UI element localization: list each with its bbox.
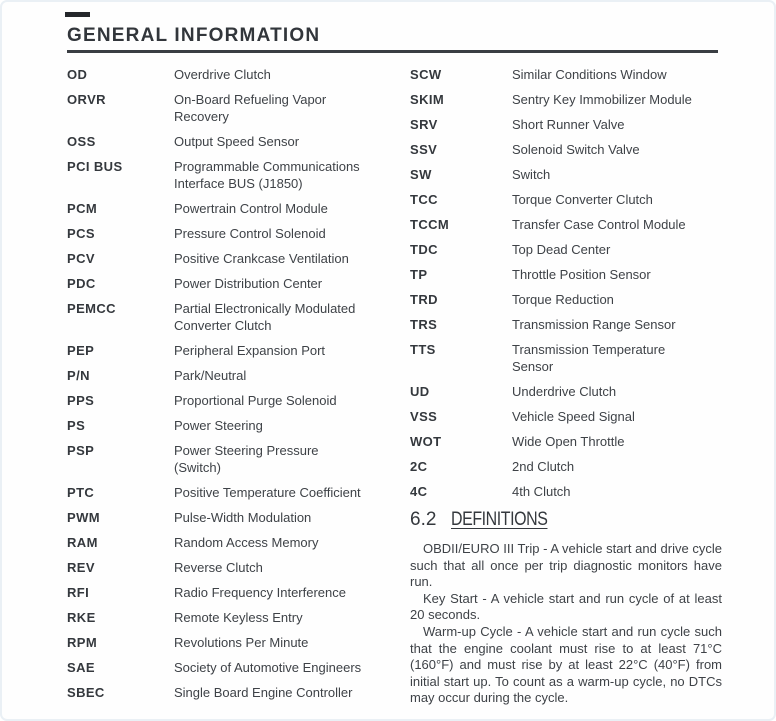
abbreviation-definition: Programmable Communications Interface BUS (J1850) bbox=[174, 159, 360, 191]
glossary-entry bbox=[410, 433, 722, 450]
abbreviation-definition: Peripheral Expansion Port bbox=[174, 343, 326, 358]
abbreviation-definition: Transmission Temperature Sensor bbox=[512, 342, 666, 374]
abbreviation-definition: Output Speed Sensor bbox=[174, 134, 300, 149]
glossary-entry bbox=[67, 300, 410, 334]
abbreviation-definition: Positive Crankcase Ventilation bbox=[174, 251, 349, 266]
abbreviation-definition: Park/Neutral bbox=[174, 368, 247, 383]
glossary-entry bbox=[410, 241, 722, 258]
definitions-section-heading bbox=[410, 509, 722, 530]
abbreviation-definition: Pulse-Width Modulation bbox=[174, 510, 312, 525]
abbreviation-term: PPS bbox=[67, 393, 95, 408]
abbreviation-term: OD bbox=[67, 67, 88, 82]
glossary-entry bbox=[67, 584, 410, 601]
abbreviation-definition: Switch bbox=[512, 167, 551, 182]
glossary-entry bbox=[67, 559, 410, 576]
glossary-entry bbox=[410, 483, 722, 500]
print-registration-mark bbox=[65, 12, 90, 17]
abbreviation-definition: Reverse Clutch bbox=[174, 560, 263, 575]
abbreviation-term: RPM bbox=[67, 635, 98, 650]
glossary-entry bbox=[67, 534, 410, 551]
abbreviation-definition: Power Distribution Center bbox=[174, 276, 323, 291]
abbreviation-term: TRS bbox=[410, 317, 438, 332]
abbreviation-definition: Solenoid Switch Valve bbox=[512, 142, 640, 157]
abbreviation-term: RAM bbox=[67, 535, 98, 550]
abbreviation-term: PCI BUS bbox=[67, 159, 123, 174]
abbreviation-term: RFI bbox=[67, 585, 90, 600]
glossary-column-right bbox=[410, 66, 722, 709]
abbreviation-definition: Transmission Range Sensor bbox=[512, 317, 676, 332]
glossary-entry bbox=[67, 684, 410, 701]
abbreviation-definition: Partial Electronically Modulated Converter Clutch bbox=[174, 301, 356, 333]
abbreviation-term: PEMCC bbox=[67, 301, 116, 316]
definition-paragraph-key-start: Key Start - A vehicle start and run cycle of at least 20 seconds. bbox=[410, 590, 722, 623]
definitions-paragraphs bbox=[410, 541, 722, 707]
glossary-entry bbox=[410, 458, 722, 475]
abbreviation-term: OSS bbox=[67, 134, 96, 149]
abbreviation-term: PTC bbox=[67, 485, 95, 500]
abbreviation-definition: Revolutions Per Minute bbox=[174, 635, 309, 650]
glossary-entry bbox=[67, 250, 410, 267]
definition-paragraph-obdii-trip: OBDII/EURO III Trip - A vehicle start and drive cycle such that all once per trip diagnostic monitors have run. bbox=[410, 541, 722, 590]
abbreviation-term: UD bbox=[410, 384, 430, 399]
glossary-entry bbox=[410, 341, 722, 375]
abbreviation-term: TRD bbox=[410, 292, 438, 307]
abbreviation-definition: Short Runner Valve bbox=[512, 117, 625, 132]
abbreviation-term: PCV bbox=[67, 251, 95, 266]
abbreviation-definition: Remote Keyless Entry bbox=[174, 610, 303, 625]
abbreviation-definition: Similar Conditions Window bbox=[512, 67, 667, 82]
abbreviation-term: P/N bbox=[67, 368, 90, 383]
abbreviation-definition: Power Steering bbox=[174, 418, 263, 433]
abbreviation-term: TTS bbox=[410, 342, 436, 357]
abbreviation-term: PDC bbox=[67, 276, 96, 291]
definition-paragraph-warm-up-cycle: Warm-up Cycle - A vehicle start and run cycle such that the engine coolant must rise to at least 71°C (160°F) and must rise by at least 22°C (40°F) from initial start up. To count as a warm-up cycle, no DTCs may occur during the cycle. bbox=[410, 623, 722, 706]
abbreviation-term: PCS bbox=[67, 226, 95, 241]
abbreviation-term: SRV bbox=[410, 117, 438, 132]
abbreviation-definition: Sentry Key Immobilizer Module bbox=[512, 92, 692, 107]
abbreviation-definition: Throttle Position Sensor bbox=[512, 267, 651, 282]
abbreviation-term: SBEC bbox=[67, 685, 105, 700]
glossary-entry bbox=[67, 158, 410, 192]
glossary-entry bbox=[67, 342, 410, 359]
glossary-entry bbox=[410, 91, 722, 108]
glossary-entry bbox=[67, 634, 410, 651]
glossary-entry bbox=[67, 367, 410, 384]
glossary-entry bbox=[67, 484, 410, 501]
abbreviation-term: SW bbox=[410, 167, 432, 182]
abbreviation-term: 4C bbox=[410, 484, 428, 499]
glossary-entry bbox=[67, 417, 410, 434]
abbreviation-definition: Torque Converter Clutch bbox=[512, 192, 653, 207]
glossary-entry bbox=[410, 266, 722, 283]
abbreviation-definition: On-Board Refueling Vapor Recovery bbox=[174, 92, 327, 124]
abbreviation-term: ORVR bbox=[67, 92, 106, 107]
glossary-entry bbox=[410, 141, 722, 158]
abbreviation-definition: 2nd Clutch bbox=[512, 459, 575, 474]
abbreviation-term: TCCM bbox=[410, 217, 450, 232]
abbreviation-term: PSP bbox=[67, 443, 95, 458]
glossary-entry bbox=[67, 659, 410, 676]
abbreviation-term: WOT bbox=[410, 434, 442, 449]
glossary-entry bbox=[410, 316, 722, 333]
abbreviation-definition: Top Dead Center bbox=[512, 242, 611, 257]
abbreviation-term: SAE bbox=[67, 660, 95, 675]
abbreviation-term: TP bbox=[410, 267, 428, 282]
abbreviation-term: PS bbox=[67, 418, 86, 433]
section-title: DEFINITIONS bbox=[451, 509, 548, 530]
glossary-entry bbox=[410, 116, 722, 133]
abbreviation-definition: Positive Temperature Coefficient bbox=[174, 485, 361, 500]
glossary-entry bbox=[410, 66, 722, 83]
glossary-entry bbox=[67, 509, 410, 526]
abbreviation-definition: Overdrive Clutch bbox=[174, 67, 271, 82]
glossary-entry bbox=[410, 291, 722, 308]
abbreviation-definition: Underdrive Clutch bbox=[512, 384, 617, 399]
abbreviation-definition: Radio Frequency Interference bbox=[174, 585, 346, 600]
abbreviation-term: PEP bbox=[67, 343, 95, 358]
section-number: 6.2 bbox=[410, 509, 437, 530]
abbreviation-term: SCW bbox=[410, 67, 442, 82]
abbreviation-term: SKIM bbox=[410, 92, 445, 107]
abbreviation-definition: Single Board Engine Controller bbox=[174, 685, 353, 700]
glossary-right-entries bbox=[410, 66, 722, 500]
abbreviation-definition: Transfer Case Control Module bbox=[512, 217, 686, 232]
glossary-entry bbox=[410, 191, 722, 208]
abbreviation-term: SSV bbox=[410, 142, 438, 157]
abbreviation-definition: Random Access Memory bbox=[174, 535, 319, 550]
glossary-columns bbox=[67, 66, 722, 709]
glossary-entry bbox=[67, 200, 410, 217]
glossary-entry bbox=[410, 166, 722, 183]
abbreviation-definition: Power Steering Pressure (Switch) bbox=[174, 443, 319, 475]
glossary-entry bbox=[67, 225, 410, 242]
abbreviation-term: REV bbox=[67, 560, 95, 575]
abbreviation-term: TDC bbox=[410, 242, 438, 257]
abbreviation-term: PCM bbox=[67, 201, 98, 216]
glossary-column-left bbox=[67, 66, 410, 709]
glossary-entry bbox=[410, 383, 722, 400]
abbreviation-term: TCC bbox=[410, 192, 438, 207]
abbreviation-definition: Pressure Control Solenoid bbox=[174, 226, 326, 241]
abbreviation-term: VSS bbox=[410, 409, 438, 424]
glossary-entry bbox=[67, 91, 410, 125]
glossary-entry bbox=[410, 408, 722, 425]
abbreviation-definition: Torque Reduction bbox=[512, 292, 614, 307]
abbreviation-definition: Vehicle Speed Signal bbox=[512, 409, 635, 424]
abbreviation-definition: Proportional Purge Solenoid bbox=[174, 393, 337, 408]
glossary-entry bbox=[67, 442, 410, 476]
glossary-entry bbox=[67, 392, 410, 409]
glossary-entry bbox=[67, 66, 410, 83]
abbreviation-definition: 4th Clutch bbox=[512, 484, 571, 499]
glossary-entry bbox=[67, 609, 410, 626]
abbreviation-term: PWM bbox=[67, 510, 100, 525]
abbreviation-definition: Society of Automotive Engineers bbox=[174, 660, 362, 675]
abbreviation-definition: Wide Open Throttle bbox=[512, 434, 625, 449]
abbreviation-term: 2C bbox=[410, 459, 428, 474]
abbreviation-definition: Powertrain Control Module bbox=[174, 201, 328, 216]
glossary-entry bbox=[67, 133, 410, 150]
abbreviation-term: RKE bbox=[67, 610, 96, 625]
glossary-entry bbox=[67, 275, 410, 292]
glossary-entry bbox=[410, 216, 722, 233]
page-title: GENERAL INFORMATION bbox=[67, 25, 718, 53]
